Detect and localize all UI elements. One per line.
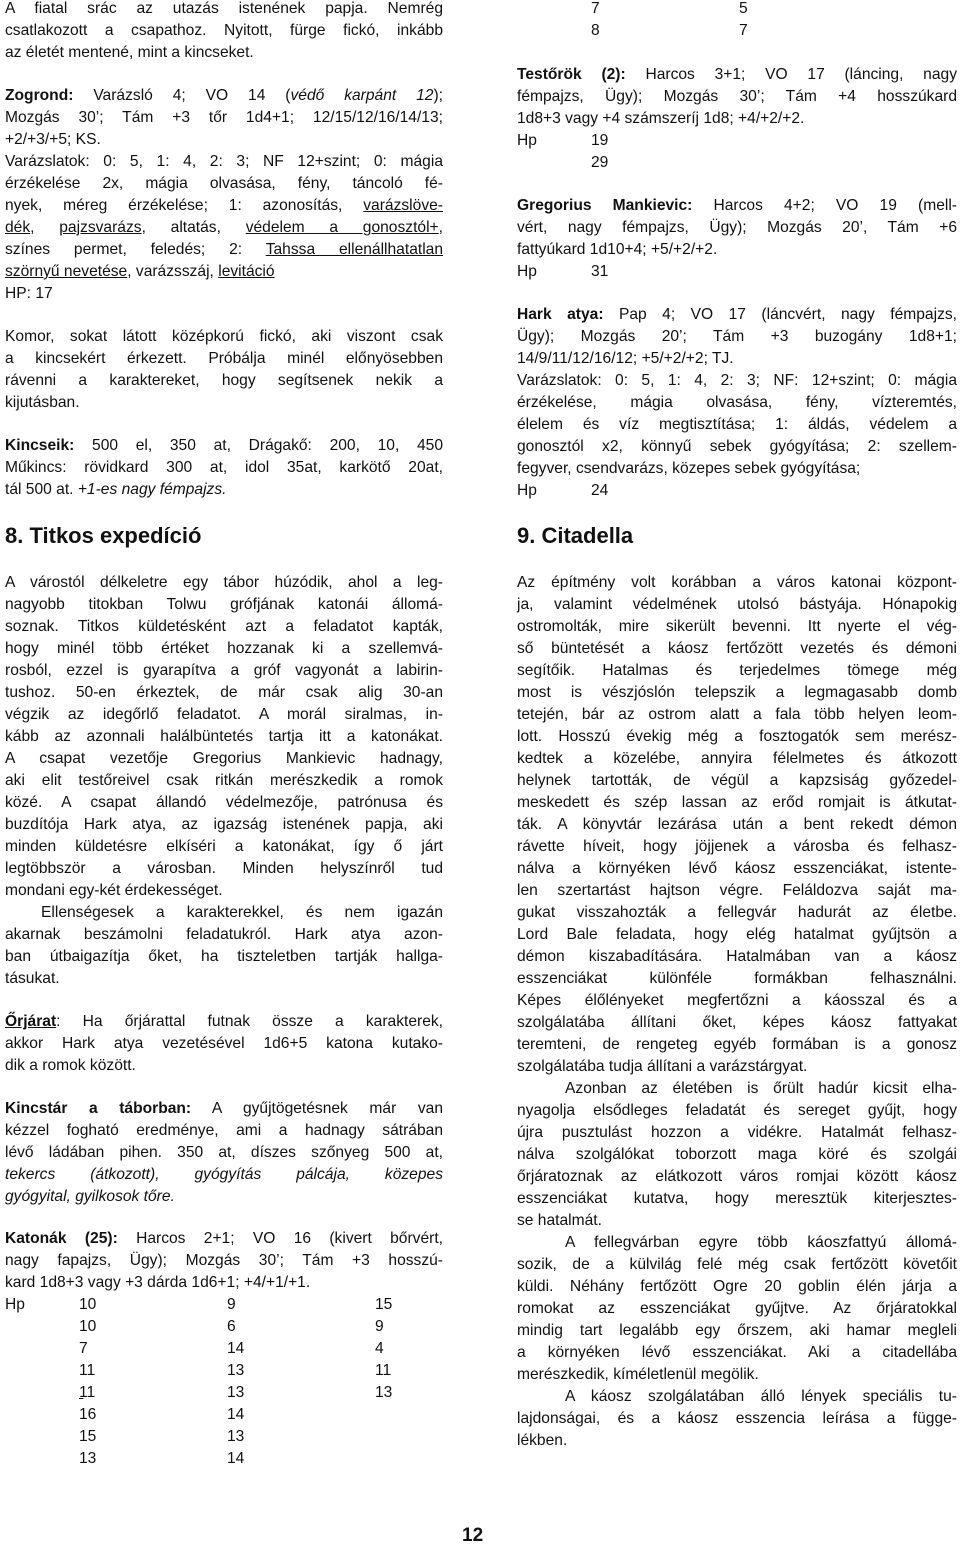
body-line: A csapat vezetője Gregorius Mankievic hadnagy,: [5, 750, 443, 767]
body4-line: lajdonságai, és a káosz esszencia leírása a függe-: [517, 1410, 957, 1427]
zogrond-stats-line: Zogrond: Varázsló 4; VO 14 (védő karpánt 12);: [5, 87, 443, 104]
body-line: kább az azonnali halálbüntetés tartja itt a katonákat.: [5, 728, 443, 745]
table-row: 11 13 13: [79, 1384, 393, 1401]
treasure-line: Kincseik: 500 el, 350 at, Drágakő: 200, 10, 450: [5, 437, 443, 454]
soldiers-line: nagy fapajzs, Ügy); Mozgás 30’; Tám +3 hosszú-: [5, 1252, 443, 1269]
body-line: teremteni, de rengeteg egyéb formában is a gonosz: [517, 1036, 957, 1053]
body2-line: tásukat.: [5, 970, 60, 987]
body-line: aki elit testőreivel csak ritkán merészkedik a romok: [5, 772, 443, 789]
camp-line: tekercs (átkozott), gyógyítás pálcája, közepes: [5, 1166, 443, 1183]
camp-label: Kincstár a táborban:: [5, 1100, 192, 1117]
body-line: ták. A könyvtár lezárása után a bent rekedt démon: [517, 816, 957, 833]
hark-line: 14/9/11/12/16/12; +5/+2/+2; TJ.: [517, 350, 734, 367]
patrol-label: Őrjárat: [5, 1013, 57, 1030]
treasure-line: Műkincs: rövidkard 300 at, idol 35at, karkötő 20at,: [5, 459, 443, 476]
body-line: segítőik. Hatalmas és terjedelmes tömege még: [517, 662, 957, 679]
body-line: kedtek a közelébe, annyira félelmetes és átkozott: [517, 750, 957, 767]
body-line: közé. A csapat állandó védelmezője, patrónusa és: [5, 794, 443, 811]
gregorius-label: Gregorius Mankievic:: [517, 197, 693, 214]
body3-line: romokat az esszenciákat gyűjtve. Az őrjáratokkal: [517, 1300, 957, 1317]
guards-label: Testőrök (2):: [517, 66, 626, 83]
body2-line: nyagolja elsődleges feladatát és sereget gyűjt, hogy: [517, 1102, 957, 1119]
hark-line: érzékelése, mágia olvasása, fény, vízteremtés,: [517, 394, 957, 411]
body-line: ostromolták, mire sikerült bevenni. Itt nyerte el vég-: [517, 618, 957, 635]
page-number: 12: [462, 1525, 484, 1546]
body-line: tushoz. 50-en érkeztek, de már csak alig 30-an: [5, 684, 443, 701]
hark-line: gonosztól x2, könnyű sebek gyógyítása; 2: szellem-: [517, 438, 957, 455]
hp-label: Hp: [5, 1296, 25, 1313]
body2-line: se hatalmát.: [517, 1212, 602, 1229]
gregorius-line: vért, nagy fémpajzs, Ügy); Mozgás 20’, Tám +6: [517, 219, 957, 236]
section-heading-8: 8. Titkos expedíció: [5, 523, 202, 548]
body-line: A várostól délkeletre egy tábor húzódik, ahol a leg-: [5, 574, 443, 591]
spells-line: színes permet, feledés; 2: Tahssa ellenállhatatlan: [5, 241, 444, 258]
body-line: buzdítója Hark atya, az igazság istenének papja, aki: [5, 816, 443, 833]
body-line: szolgálatába állítani őket, képes káosz fattyakat: [517, 1014, 957, 1031]
body-line: len szertartást hajtson végre. Feláldozva saját ma-: [517, 882, 957, 899]
desc-line: a kincsekért érkezett. Próbálja minél előnyösebben: [5, 350, 443, 367]
spells-line: Varázslatok: 0: 5, 1: 4, 2: 3; NF 12+szint; 0: mágia: [5, 153, 443, 170]
body-line: legtöbbször a városban. Minden helyszínről tud: [5, 860, 443, 877]
hark-line: Ügy); Mozgás 20’; Tám +3 buzogány 1d8+1;: [517, 328, 957, 345]
body2-line: nálva szolgálókat toborzott maga köré és szolgái: [517, 1146, 957, 1163]
body-line: mondani egy-két érdekességet.: [5, 882, 223, 899]
hark-line: Hark atya: Pap 4; VO 17 (láncvért, nagy fémpajzs,: [517, 306, 957, 323]
patrol-line: Őrjárat: Ha őrjárattal futnak össze a karakterek,: [5, 1013, 443, 1030]
body3-line: sozik, de a külvilág felé még csak fertőzött követőit: [517, 1256, 957, 1273]
guards-line: Testőrök (2): Harcos 3+1; VO 17 (láncing, nagy: [517, 66, 957, 83]
section-heading-9: 9. Citadella: [517, 523, 634, 548]
body2-line: esszenciákat kutatva, hogy meresztük kiterjesztes-: [517, 1190, 957, 1207]
spells-line: nyek, méreg érzékelése; 1: azonosítás, varázslöve-: [5, 197, 443, 214]
treasure-line: tál 500 at. +1-es nagy fémpajzs.: [5, 481, 227, 498]
intro-line: az életét mentené, mint a kincseket.: [5, 44, 254, 61]
hark-line: élelem és víz megtisztítása; 1: áldás, védelem a: [517, 416, 957, 433]
body-line: szolgálatába tudja állítani a varázstárgyat.: [517, 1058, 808, 1075]
desc-line: rávenni a karaktereket, hogy segítsenek nekik a: [5, 372, 443, 389]
body3-line: küldi. Néhány fertőzött Ogre 20 goblin élén járja a: [517, 1278, 957, 1295]
body-line: ja, valamint védelmének utolsó bástyája. Hónapokig: [517, 596, 957, 613]
guards-line: 1d8+3 vagy +4 számszeríj 1d8; +4/+2/+2.: [517, 110, 805, 127]
body2-line: ban útbaigazítja őket, ha tiszteletben tartják hallga-: [5, 948, 443, 965]
body-line: helynek tartották, de végül a kapzsiság győzedel-: [517, 772, 957, 789]
body-line: gukat visszahozták a fellegvár hadurát az életbe.: [517, 904, 957, 921]
body-line: minden küldetésre elkíséri a katonákat, így ő járt: [5, 838, 443, 855]
camp-line: Kincstár a táborban: A gyűjtögetésnek már van: [5, 1100, 443, 1117]
body3-line: A fellegvárban egyre több káoszfattyú állomá-: [565, 1234, 957, 1251]
hark-line: fegyver, csendvarázs, közepes sebek gyógyítása;: [517, 460, 861, 477]
body-line: nagyobb titokban Tolwu grófjának katonái állomá-: [5, 596, 443, 613]
body-line: tetején, bár az ostrom alatt a fala több helyen leom-: [517, 706, 957, 723]
patrol-line: dik a romok között.: [5, 1057, 136, 1074]
body-line: démon kiszabadítására. Hatalmában van a káosz: [517, 948, 957, 965]
camp-line: kézzel fogható eredménye, ami a hadnagy sátrában: [5, 1122, 443, 1139]
hark-line: Varázslatok: 0: 5, 1: 4, 2: 3; NF: 12+szint; 0: mágia: [517, 372, 957, 389]
zogrond-hp: HP: 17: [5, 285, 53, 302]
body3-line: a környéken lévő esszenciákat. Aki a citadellába: [517, 1344, 957, 1361]
body4-line: lékben.: [517, 1432, 568, 1449]
body2-line: akarnak beszámolni feladatukról. Hark atya azon-: [5, 926, 443, 943]
body2-line: Azonban az életében is őrült hadúr kicsit elha-: [565, 1080, 957, 1097]
camp-line: gyógyital, gyilkosok tőre.: [5, 1188, 175, 1205]
body-line: lott. Hosszú évekig még a fosztogatók sem merész-: [517, 728, 957, 745]
hark-label: Hark atya:: [517, 306, 604, 323]
body-line: Lord Bale feladata, hogy elég hatalmat gyűjtsön a: [517, 926, 957, 943]
camp-line: lévő ládában pihen. 350 at, díszes szőnyeg 500 at,: [5, 1144, 443, 1161]
body-line: rávette híveit, hogy jöjjenek a városba és felhasz-: [517, 838, 957, 855]
zogrond-stats-line: Mozgás 30’; Tám +3 tőr 1d4+1; 12/15/12/16/14/13;: [5, 109, 443, 126]
body-line: nálva a környéken lévő káosz esszenciákat, istente-: [517, 860, 957, 877]
spells-line: érzékelése 2x, mágia olvasása, fény, táncoló fé-: [5, 175, 443, 192]
zogrond-name: Zogrond:: [5, 87, 74, 104]
body3-line: merészkedik, kíméletlenül megölik.: [517, 1366, 759, 1383]
intro-line: csatlakozott a csapathoz. Nyitott, fürge fickó, inkább: [5, 22, 443, 39]
body-line: végzik az idegőrlő feladatot. A morál siralmas, in-: [5, 706, 443, 723]
body-line: soznak. Titkos küldetésként azt a feladatot kapták,: [5, 618, 443, 635]
zogrond-stats-line: +2/+3/+5; KS.: [5, 131, 101, 148]
soldiers-line: kard 1d8+3 vagy +3 dárda 1d6+1; +4/+1/+1.: [5, 1274, 311, 1291]
body-line: meskedett és szép lassan az erőd romjait is átkutat-: [517, 794, 957, 811]
body-line: Képes élőlényeket megfertőzni a káosszal és a: [517, 992, 957, 1009]
body-line: ső büntetését a káosz fertőzött vezetés és démoni: [517, 640, 957, 657]
spells-line: szörnyű nevetése, varázsszáj, levitáció: [5, 263, 275, 280]
body2-line: újra pusztulást hozzon a vidékre. Hatalmát felhasz-: [517, 1124, 957, 1141]
soldiers-line: Katonák (25): Harcos 2+1; VO 16 (kivert bőrvért,: [5, 1230, 443, 1247]
body-line: hogy minél több értéket hozzanak ki a szellemvá-: [5, 640, 443, 657]
spells-line: dék, pajzsvarázs, altatás, védelem a gonosztól+,: [5, 219, 443, 236]
body3-line: mindig tart legalább egy őrszem, aki hamar megleli: [517, 1322, 957, 1339]
gregorius-line: Gregorius Mankievic: Harcos 4+2; VO 19 (mell-: [517, 197, 957, 214]
gregorius-line: fattyúkard 1d10+4; +5/+2/+2.: [517, 241, 718, 258]
body-line: esszenciákat különféle formákban felhasználni.: [517, 970, 957, 987]
treasure-label: Kincseik:: [5, 437, 75, 454]
intro-line: A fiatal srác az utazás istenének papja. Nemrég: [5, 0, 443, 17]
guards-line: fémpajzs, Ügy); Mozgás 30’; Tám +4 hosszúkard: [517, 88, 957, 105]
body2-line: Ellenségesek a karakterekkel, és nem igazán: [41, 904, 443, 921]
body-line: rosból, ezzel is gyarapítva a gróf vagyonát a labirin-: [5, 662, 443, 679]
patrol-line: akkor Hark atya vezetésével 1d6+5 katona kutako-: [5, 1035, 443, 1052]
desc-line: Komor, sokat látott középkorú fickó, aki viszont csak: [5, 328, 443, 345]
desc-line: kijutásban.: [5, 394, 80, 411]
soldiers-label: Katonák (25):: [5, 1230, 118, 1247]
body-line: most is vészjóslón telepszik a legmagasabb domb: [517, 684, 957, 701]
body2-line: őrjáratoznak az elátkozott város romjai között káosz: [517, 1168, 957, 1185]
body-line: Az építmény volt korábban a város katonai központ-: [517, 574, 957, 591]
body4-line: A káosz szolgálatában álló lények speciális tu-: [565, 1388, 957, 1405]
